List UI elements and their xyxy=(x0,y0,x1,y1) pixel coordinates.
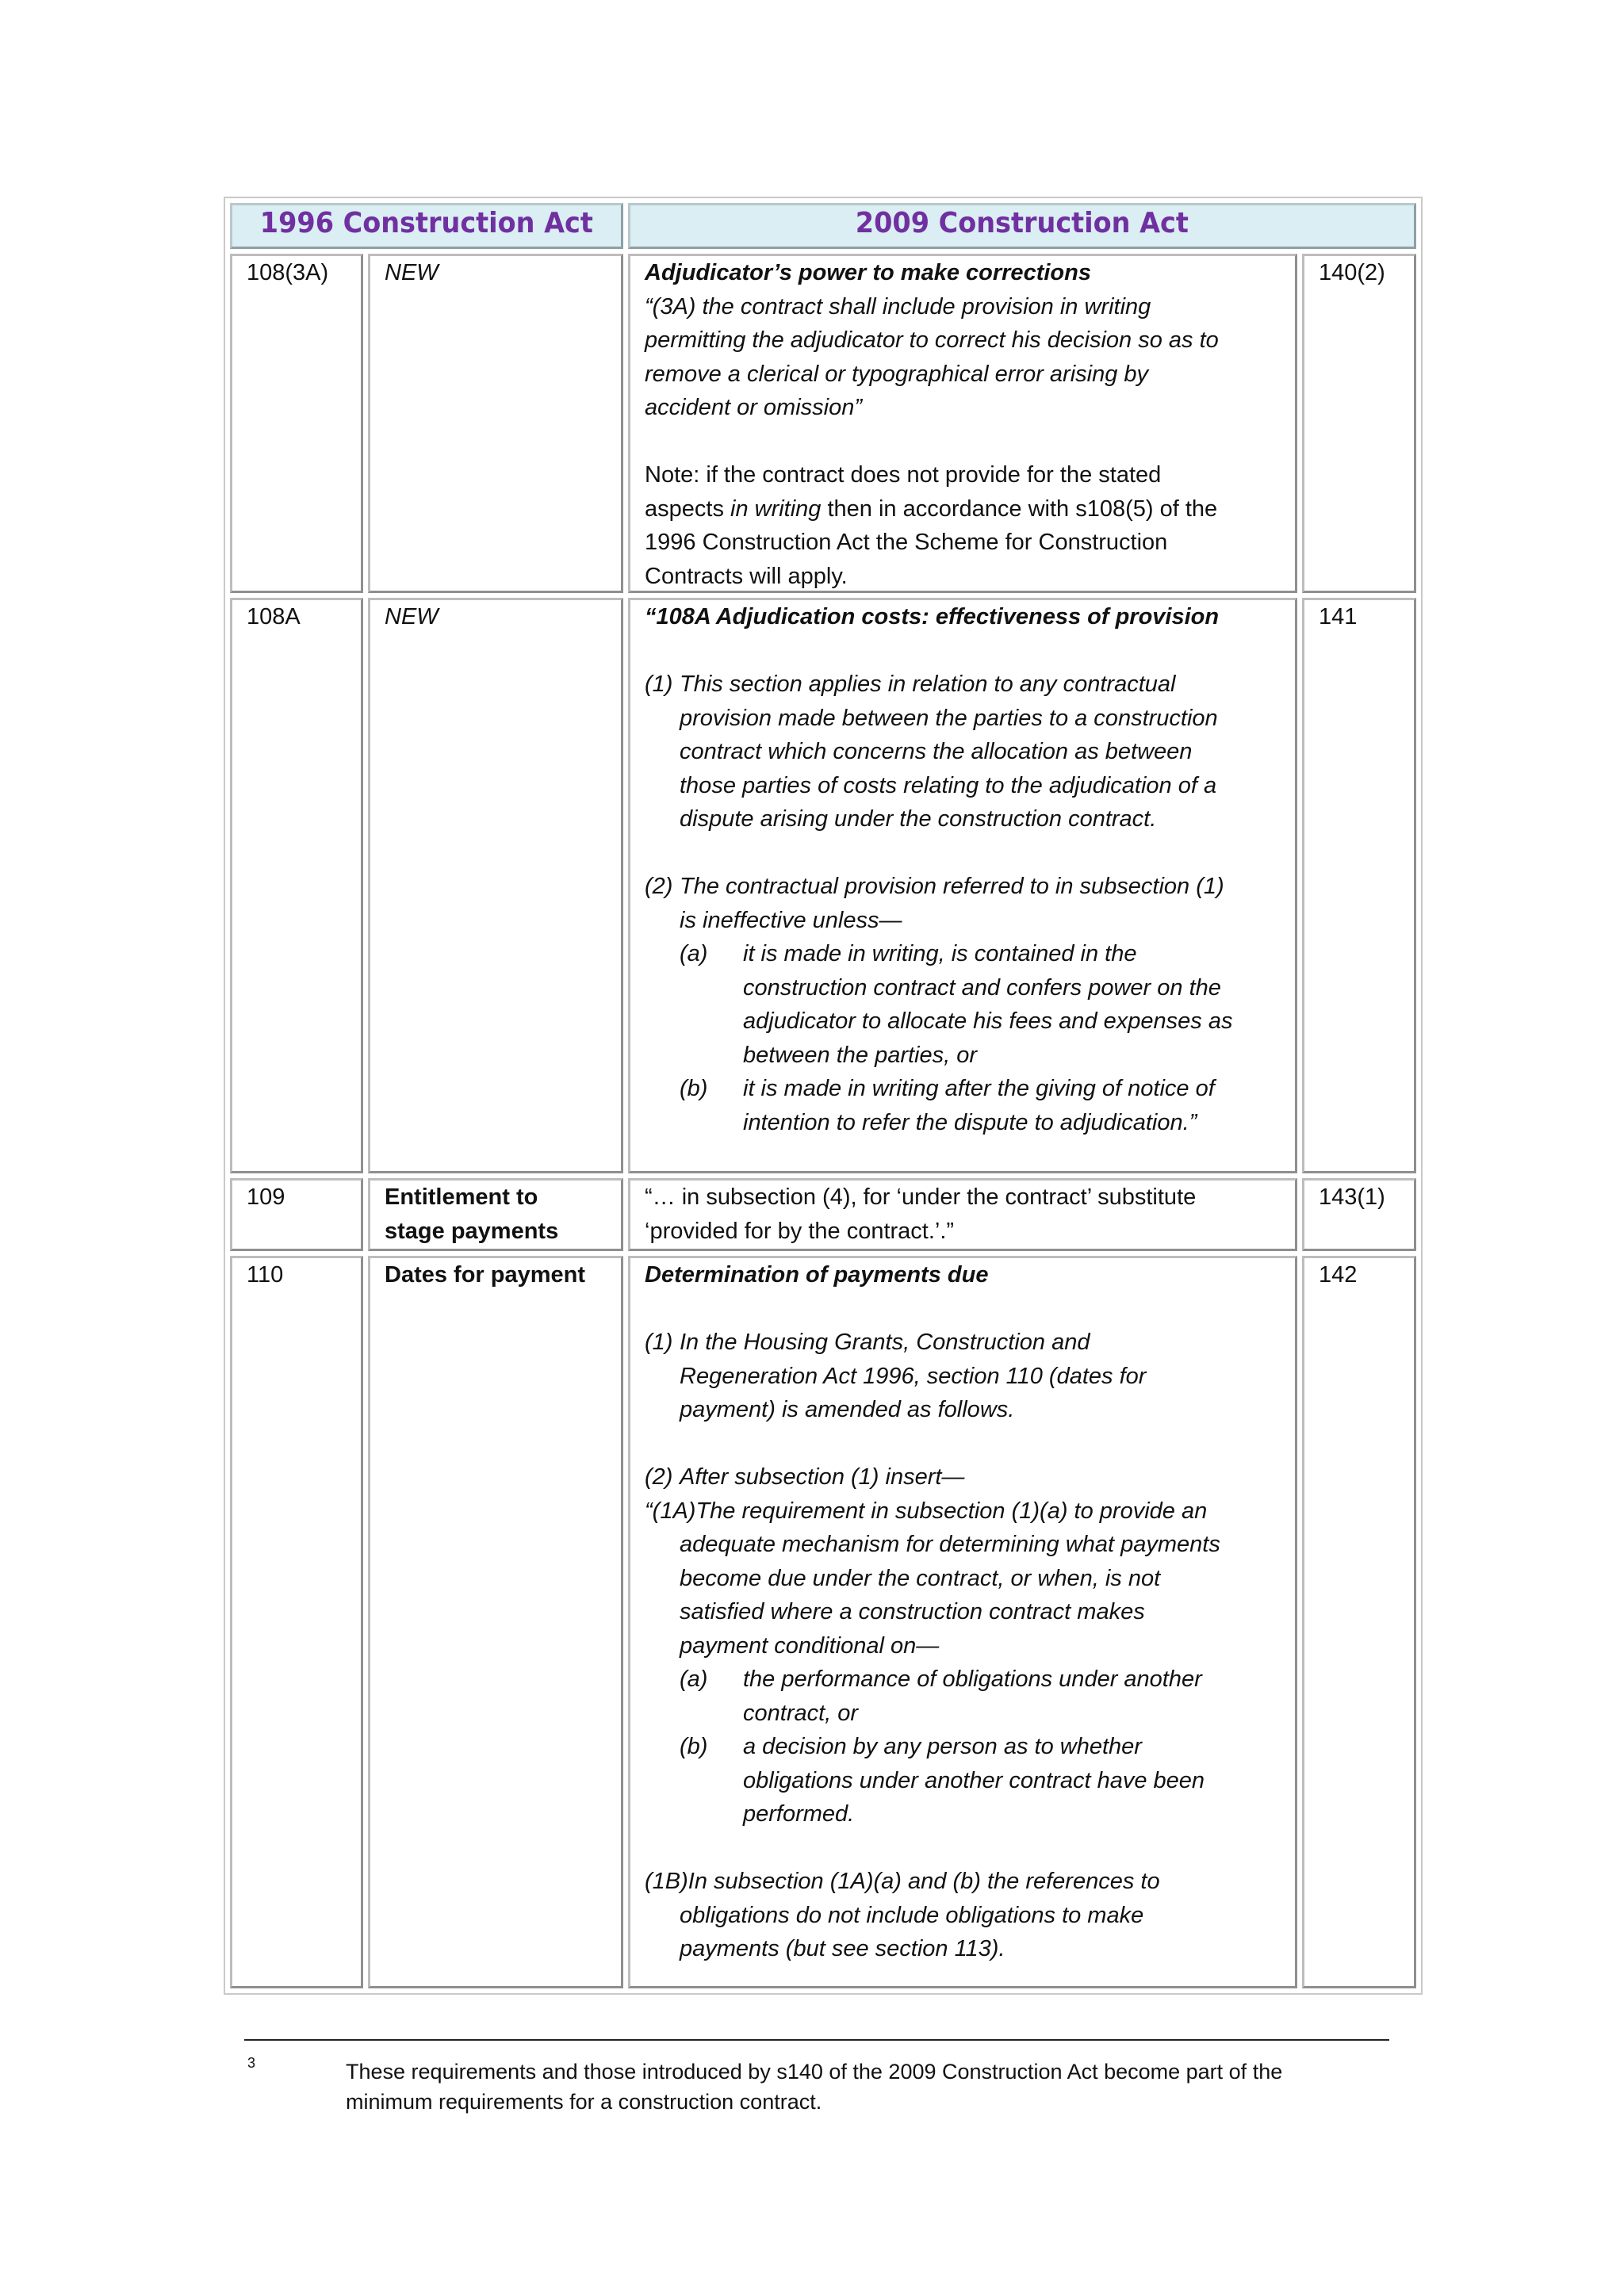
row3-new-section: 143(1) xyxy=(1302,1178,1416,1251)
header-2009-label: 2009 Construction Act xyxy=(855,207,1189,239)
row1-new-section: 140(2) xyxy=(1302,254,1416,593)
row1-note-line2: aspects in writing then in accordance with s108(5) of the xyxy=(645,496,1218,522)
row1-old-title: NEW xyxy=(368,254,623,593)
row3-old-title: Entitlement to stage payments xyxy=(368,1178,623,1251)
row2-old-section: 108A xyxy=(230,598,363,1173)
footnote-marker: 3 xyxy=(247,2055,256,2071)
footnote-separator xyxy=(244,2039,1389,2041)
row3-new-text: “… in subsection (4), for ‘under the contract’ substitute ‘provided for by the contract.’.” xyxy=(628,1178,1297,1251)
row4-old-section: 110 xyxy=(230,1256,363,1988)
row1-note-line1: Note: if the contract does not provide for the stated xyxy=(645,462,1162,488)
row1-new-text: Adjudicator’s power to make corrections “(3A) the contract shall include provision in writing permitting the adjudicator to correct his decision so as to remove a clerical or typographical error arising by accident or omission” Note: if the contract does not provide for the stated aspects in writing then in accordance with s108(5) of the 1996 Construction Act the Scheme for Construction Contracts will apply. xyxy=(628,254,1297,593)
row4-heading: Determination of payments due xyxy=(645,1262,989,1288)
header-1996-act xyxy=(230,203,623,249)
row1-old-section: 108(3A) xyxy=(230,254,363,593)
row4-new-section: 142 xyxy=(1302,1256,1416,1988)
footnote-text: These requirements and those introduced by s140 of the 2009 Construction Act become part of the minimum requirements for a construction contract. xyxy=(346,2060,1283,2114)
row2-heading: “108A Adjudication costs: effectiveness of provision xyxy=(645,604,1220,629)
row2-new-text: “108A Adjudication costs: effectiveness of provision (1) This section applies in relation to any contractual provision made between the parties to a construction contract which concerns the allocation as between those parties of costs relating to the adjudication of a dispute arising under the construction contract. (2) The contractual provision referred to in subsection (1) is ineffective unless— (a) it is made in writing, is contained in the construction contract and confers power on the adjudicator to allocate his fees and expenses as between the parties, or (b) it is made in writing after the giving of notice of intention to refer the dispute to adjudication.” xyxy=(628,598,1297,1173)
row4-old-title: Dates for payment xyxy=(368,1256,623,1988)
row3-old-section: 109 xyxy=(230,1178,363,1251)
header-1996-label: 1996 Construction Act xyxy=(259,207,594,239)
row2-old-title: NEW xyxy=(368,598,623,1173)
row1-heading: Adjudicator’s power to make corrections xyxy=(645,260,1091,285)
row4-new-text: Determination of payments due (1) In the Housing Grants, Construction and Regeneration Act 1996, section 110 (dates for payment) is amended as follows. (2) After subsection (1) insert— “(1A)The requirement in subsection (1)(a) to provide an adequate mechanism for determining what payments become due under the contract, or when, is not satisfied where a construction contract makes payment conditional on— (a) the performance of obligations under another contract, or (b) a decision by any person as to whether obligations under another contract have been performed. (1B)In subsection (1A)(a) and (b) the references to obligations do not include obligations to make payments (but see section 113). xyxy=(628,1256,1297,1988)
header-2009-act xyxy=(628,203,1416,249)
row2-new-section: 141 xyxy=(1302,598,1416,1173)
